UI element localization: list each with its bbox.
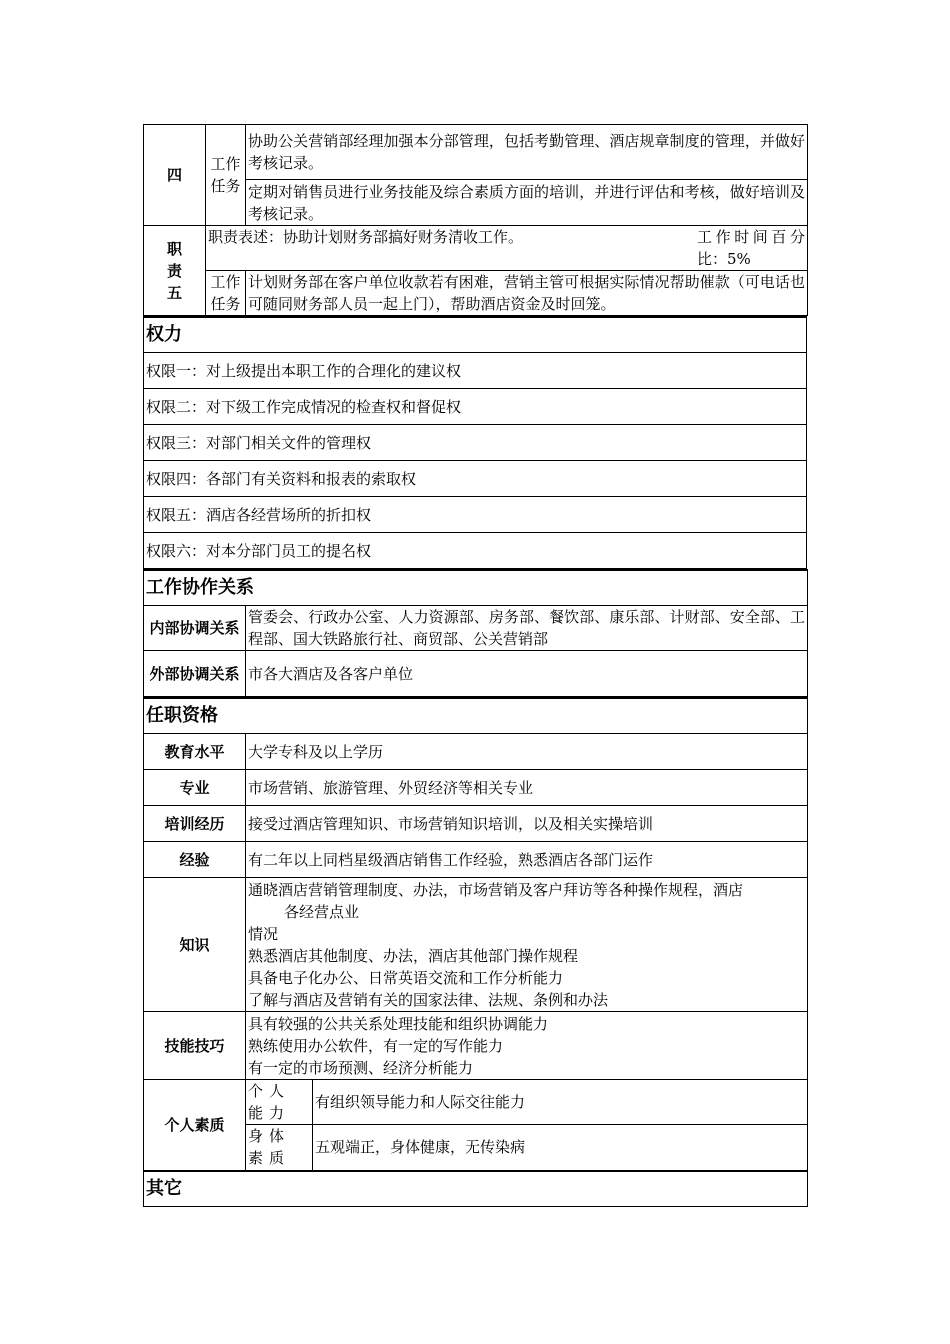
knowledge-line-5: 具备电子化办公、日常英语交流和工作分析能力 [248, 968, 564, 987]
job-description-document [143, 124, 807, 1207]
duty5-task-label: 工作任务 [206, 271, 246, 316]
duty4-task-2: 定期对销售员进行业务技能及综合素质方面的培训，并进行评估和考核，做好培训及考核记录。 [246, 180, 808, 226]
knowledge-value [246, 878, 808, 1012]
knowledge-line-6: 了解与酒店及营销有关的国家法律、法规、条例和办法 [248, 990, 609, 1009]
duty5-description-cell [206, 226, 808, 271]
duty5-task: 计划财务部在客户单位收款若有困难，营销主管可根据实际情况帮助催款（可电话也可随同财务部人员一起上门），帮助酒店资金及时回笼。 [246, 271, 808, 316]
duty4-number: 四 [144, 125, 206, 226]
physical-label: 身体素质 [246, 1125, 313, 1171]
duty5-number: 职责五 [144, 226, 206, 316]
personal-quality-label: 个人素质 [144, 1080, 246, 1171]
power-item-6: 权限六：对本分部门员工的提名权 [144, 533, 807, 569]
external-coordination-label: 外部协调关系 [144, 651, 246, 697]
major-label: 专业 [144, 770, 246, 806]
duty5-description: 职责表述：协助计划财务部搞好财务清收工作。 [208, 228, 524, 246]
major-value: 市场营销、旅游管理、外贸经济等相关专业 [246, 770, 808, 806]
training-value: 接受过酒店管理知识、市场营销知识培训，以及相关实操培训 [246, 806, 808, 842]
power-item-2: 权限二：对下级工作完成情况的检查权和督促权 [144, 389, 807, 425]
skills-line-1: 具有较强的公共关系处理技能和组织协调能力 [248, 1014, 549, 1033]
internal-coordination-label: 内部协调关系 [144, 606, 246, 651]
cooperation-table [143, 569, 808, 697]
skills-label: 技能技巧 [144, 1012, 246, 1080]
duties-table [143, 124, 808, 316]
ability-label: 个人能力 [246, 1080, 313, 1125]
ability-value: 有组织领导能力和人际交往能力 [313, 1080, 808, 1125]
qualification-table [143, 697, 808, 1207]
knowledge-line-2: 各经营点业 [284, 902, 360, 921]
power-table [143, 316, 807, 569]
experience-label: 经验 [144, 842, 246, 878]
duty5-time-percent: 工作时间百分比：5% [697, 228, 805, 268]
education-value: 大学专科及以上学历 [246, 734, 808, 770]
skills-line-3: 有一定的市场预测、经济分析能力 [248, 1058, 474, 1077]
qualification-title: 任职资格 [144, 698, 808, 734]
skills-line-2: 熟练使用办公软件，有一定的写作能力 [248, 1036, 504, 1055]
knowledge-line-1: 通晓酒店营销管理制度、办法，市场营销及客户拜访等各种操作规程，酒店 [248, 880, 744, 899]
duty4-task-label: 工作任务 [206, 125, 246, 226]
knowledge-label: 知识 [144, 878, 246, 1012]
physical-value: 五观端正，身体健康，无传染病 [313, 1125, 808, 1171]
experience-value: 有二年以上同档星级酒店销售工作经验，熟悉酒店各部门运作 [246, 842, 808, 878]
cooperation-title: 工作协作关系 [144, 570, 808, 606]
other-title: 其它 [144, 1171, 808, 1207]
power-item-4: 权限四：各部门有关资料和报表的索取权 [144, 461, 807, 497]
knowledge-line-3: 情况 [248, 924, 279, 943]
external-coordination-value: 市各大酒店及各客户单位 [246, 651, 808, 697]
power-item-5: 权限五：酒店各经营场所的折扣权 [144, 497, 807, 533]
power-title: 权力 [144, 317, 807, 353]
education-label: 教育水平 [144, 734, 246, 770]
training-label: 培训经历 [144, 806, 246, 842]
duty4-task-1: 协助公关营销部经理加强本分部管理，包括考勤管理、酒店规章制度的管理，并做好考核记录。 [246, 125, 808, 180]
power-item-1: 权限一：对上级提出本职工作的合理化的建议权 [144, 353, 807, 389]
skills-value [246, 1012, 808, 1080]
knowledge-line-4: 熟悉酒店其他制度、办法，酒店其他部门操作规程 [248, 946, 579, 965]
internal-coordination-value: 管委会、行政办公室、人力资源部、房务部、餐饮部、康乐部、计财部、安全部、工程部、国大铁路旅行社、商贸部、公关营销部 [246, 606, 808, 651]
power-item-3: 权限三：对部门相关文件的管理权 [144, 425, 807, 461]
